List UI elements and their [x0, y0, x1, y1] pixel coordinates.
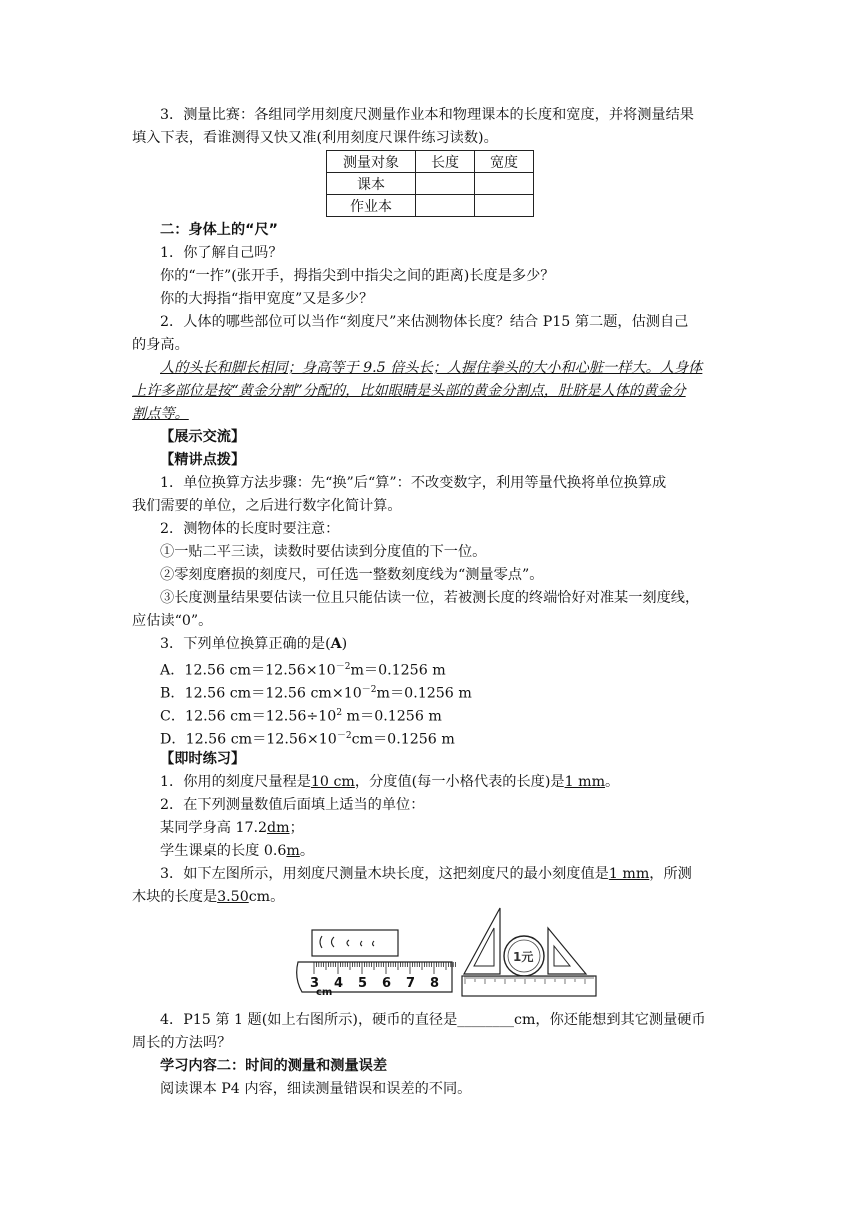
jj-p3-end: ) [341, 636, 348, 652]
ruler-block-figure [294, 926, 456, 998]
js-q2a-end: ； [289, 820, 304, 836]
js-q2b [160, 840, 314, 862]
js-q1-mid: ，分度值(每一小格代表的长度)是 [354, 774, 565, 790]
table-row [327, 173, 534, 195]
js-q2b-pre: 学生课桌的长度 0.6 [160, 843, 287, 859]
ruler-number: 3 [310, 976, 320, 991]
jj-p2: 2．测物体的长度时要注意： [160, 521, 340, 537]
content2-text: 阅读课本 P4 内容，细读测量错误和误差的不同。 [160, 1081, 472, 1097]
table-header-row [327, 151, 534, 173]
js-q3b-end: cm。 [248, 889, 285, 905]
ruler-number: 6 [382, 976, 392, 991]
ruler-number: 8 [430, 976, 440, 991]
coin-measure-figure [460, 906, 600, 998]
js-q3b [132, 886, 284, 908]
js-q2a-answer: dm [267, 820, 290, 836]
js-q3b-pre: 木块的长度是 [132, 889, 218, 905]
opt-d-2: cm＝0.1256 m [351, 731, 455, 748]
js-q3-answer-1: 1 mm [608, 866, 650, 882]
opt-a-1: A．12.56 cm＝12.56×10 [160, 662, 336, 679]
js-q4b: 周长的方法吗？ [132, 1035, 232, 1051]
answer-line-2: 上许多部位是按“黄金分割”分配的，比如眼睛是头部的黄金分割点，肚脐是人体的黄金分 [132, 383, 686, 399]
js-q2a [160, 817, 304, 839]
q3-line-1: 3．测量比赛：各组同学用刻度尺测量作业本和物理课本的长度和宽度，并将测量结果 [160, 107, 694, 123]
table-cell: 作业本 [327, 195, 416, 217]
ruler-unit: cm [316, 987, 333, 998]
opt-a-2: m＝0.1256 m [350, 662, 446, 679]
js-q2b-end: 。 [299, 843, 315, 859]
table-header: 长度 [416, 151, 475, 173]
coin-label: 1元 [513, 950, 534, 964]
jj-p2c2: 应估读“0”。 [132, 613, 213, 629]
js-q1-end: 。 [605, 774, 620, 790]
answer-line-1: 人的头长和脚长相同；身高等于 9.5 倍头长；人握住拳头的大小和心脏一样大。人身体 [160, 360, 703, 376]
table-header: 宽度 [475, 151, 534, 173]
table-cell [416, 173, 475, 195]
table-cell [475, 195, 534, 217]
jj-p3-answer: A [330, 636, 342, 652]
ruler-number: 4 [334, 976, 344, 991]
js-q1-pre: 1．你用的刻度尺量程是 [160, 774, 311, 790]
table-cell [416, 195, 475, 217]
opt-c-1: C．12.56 cm＝12.56÷10 [160, 708, 337, 725]
opt-c-sup: 2 [336, 708, 343, 718]
wooden-block [312, 930, 398, 956]
js-q2: 2．在下列测量数值后面填上适当的单位： [160, 797, 425, 813]
heading-zhanshi: 【展示交流】 [160, 429, 246, 445]
table-row [327, 195, 534, 217]
js-q3a [160, 863, 692, 885]
sec2-q2a: 2．人体的哪些部位可以当作“刻度尺”来估测物体长度？结合 P15 第二题，估测自己 [160, 314, 689, 330]
opt-b-1: B．12.56 cm＝12.56 cm×10 [160, 685, 362, 702]
jj-p1a: 1．单位换算方法步骤：先“换”后“算”：不改变数字，利用等量代换将单位换算成 [160, 475, 667, 491]
content2-title: 学习内容二：时间的测量和测量误差 [160, 1058, 388, 1074]
js-q4a: 4．P15 第 1 题(如上右图所示)，硬币的直径是________cm，你还能想到其它测量硬币 [160, 1012, 706, 1028]
js-q2a-pre: 某同学身高 17.2 [160, 820, 268, 836]
js-q2b-answer: m [286, 843, 300, 859]
jj-p2a: ①一贴二平三读，读数时要估读到分度值的下一位。 [160, 544, 487, 560]
sec2-q2b: 的身高。 [132, 337, 189, 353]
js-q3-mid: ，所测 [649, 866, 692, 882]
jj-p2b: ②零刻度磨损的刻度尺，可任选一整数刻度线为“测量零点”。 [160, 567, 544, 583]
left-triangle [464, 908, 500, 974]
sec2-q1: 1．你了解自己吗？ [160, 245, 283, 261]
jj-p1b: 我们需要的单位，之后进行数字化简计算。 [132, 498, 402, 514]
table-cell: 课本 [327, 173, 416, 195]
ruler-number: 7 [406, 976, 416, 991]
js-q1-answer-2: 1 mm [564, 774, 606, 790]
js-q1 [160, 771, 619, 793]
sec2-q1a: 你的“一拃”(张开手，拇指尖到中指尖之间的距离)长度是多少？ [160, 268, 555, 284]
opt-b-sup: －2 [361, 685, 377, 695]
option-d [160, 725, 455, 751]
js-q1-answer-1: 10 cm [310, 774, 355, 790]
js-q3-answer-2: 3.50 [217, 889, 249, 905]
sec2-q1b: 你的大拇指“指甲宽度”又是多少？ [160, 291, 374, 307]
heading-jingjiang: 【精讲点拨】 [160, 452, 246, 468]
opt-c-2: m＝0.1256 m [342, 708, 442, 725]
heading-jishi: 【即时练习】 [160, 751, 246, 767]
option-c [160, 702, 442, 728]
jj-p3-text: 3．下列单位换算正确的是( [160, 636, 331, 652]
opt-b-2: m＝0.1256 m [376, 685, 472, 702]
option-a [160, 656, 446, 682]
q3-line-2: 填入下表，看谁测得又快又准(利用刻度尺课件练习读数)。 [132, 130, 498, 146]
opt-d-sup: －2 [336, 731, 352, 741]
answer-line-3: 割点等。 [132, 406, 189, 422]
jj-p3 [160, 633, 347, 655]
table-cell [475, 173, 534, 195]
jj-p2c1: ③长度测量结果要估读一位且只能估读一位，若被测长度的终端恰好对准某一刻度线， [160, 590, 700, 606]
ruler-number: 5 [358, 976, 368, 991]
measurement-table [326, 150, 534, 217]
table-header: 测量对象 [327, 151, 416, 173]
option-b [160, 679, 472, 705]
opt-a-sup: －2 [335, 662, 351, 672]
js-q3-pre: 3．如下左图所示，用刻度尺测量木块长度，这把刻度尺的最小刻度值是 [160, 866, 609, 882]
opt-d-1: D．12.56 cm＝12.56×10 [160, 731, 337, 748]
section-title: 二：身体上的“尺” [160, 222, 278, 238]
